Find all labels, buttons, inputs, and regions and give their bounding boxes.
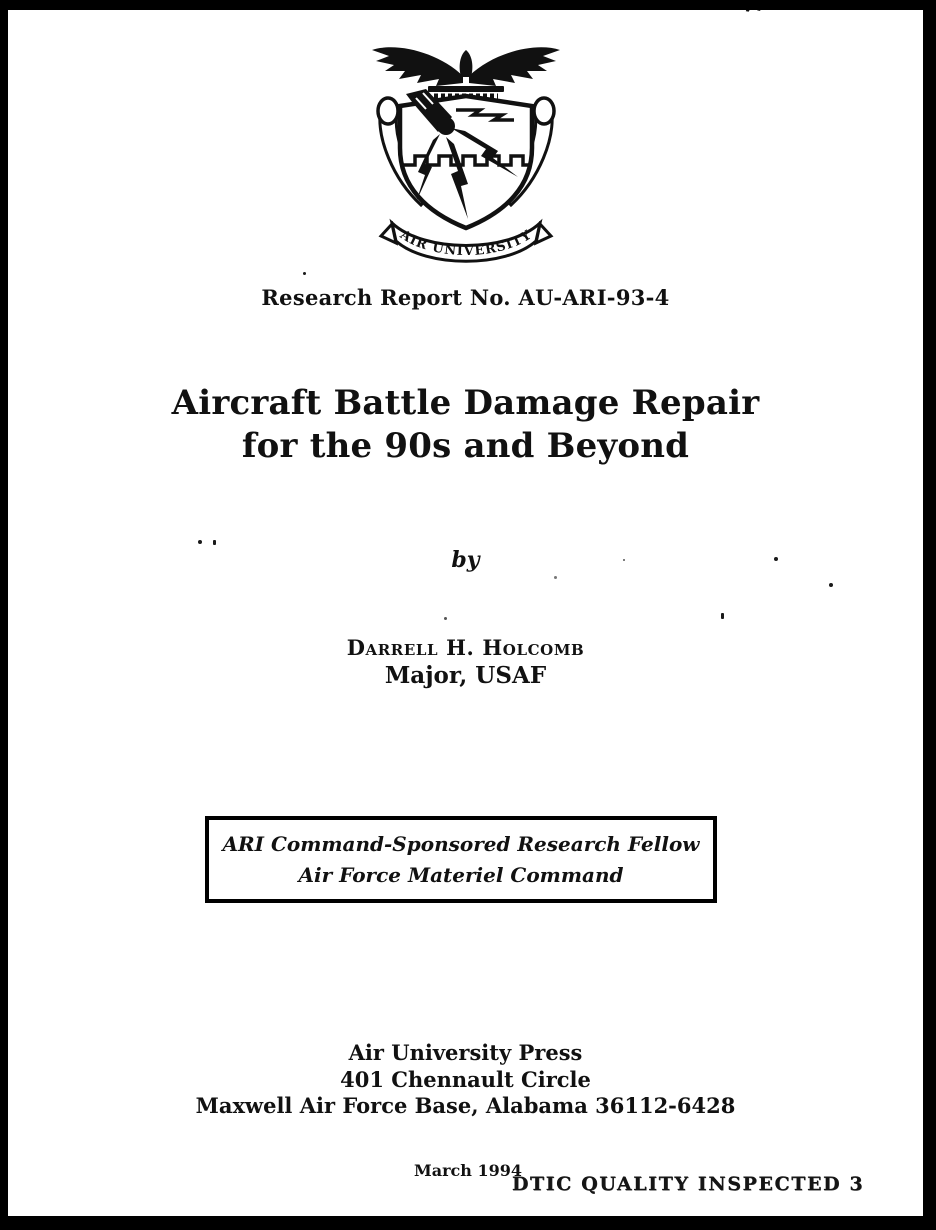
publication-date: March 1994 <box>414 1161 522 1180</box>
eagle-icon <box>372 47 560 92</box>
paper-area <box>8 10 923 1216</box>
scan-speck <box>743 10 763 21</box>
scan-speck <box>829 583 833 587</box>
byline: by <box>451 547 480 573</box>
scan-speck <box>444 617 447 620</box>
dtic-quality-stamp: DTIC QUALITY INSPECTED 3 <box>511 1173 865 1195</box>
page-title <box>8 382 923 468</box>
fist-icon <box>437 117 455 135</box>
emblem-banner-text: AIR UNIVERSITY <box>397 227 535 260</box>
air-university-crest-icon <box>366 44 566 268</box>
sponsor-box <box>205 816 717 903</box>
publisher-name: Air University Press <box>348 1040 583 1065</box>
scan-speck <box>303 272 306 275</box>
author-name: Darrell H. Holcomb <box>346 635 585 660</box>
scan-speck <box>774 557 778 561</box>
publisher-address-1: 401 Chennault Circle <box>340 1066 591 1092</box>
sponsor-line-1: ARI Command-Sponsored Research Fellow <box>222 831 700 856</box>
report-number: Research Report No. AU-ARI-93-4 <box>261 285 670 310</box>
scan-speck <box>554 576 557 579</box>
sponsor-line-2: Air Force Materiel Command <box>298 862 624 887</box>
author-rank: Major, USAF <box>384 662 547 689</box>
scan-speck <box>721 613 724 619</box>
title-line-2: for the 90s and Beyond <box>241 425 690 466</box>
scan-speck <box>198 540 202 544</box>
publisher-address-2: Maxwell Air Force Base, Alabama 36112-6428 <box>195 1093 736 1119</box>
scan-speck <box>623 559 625 561</box>
scan-speck <box>213 540 216 545</box>
publisher-block <box>8 1040 923 1120</box>
title-line-1: Aircraft Battle Damage Repair <box>171 383 760 423</box>
